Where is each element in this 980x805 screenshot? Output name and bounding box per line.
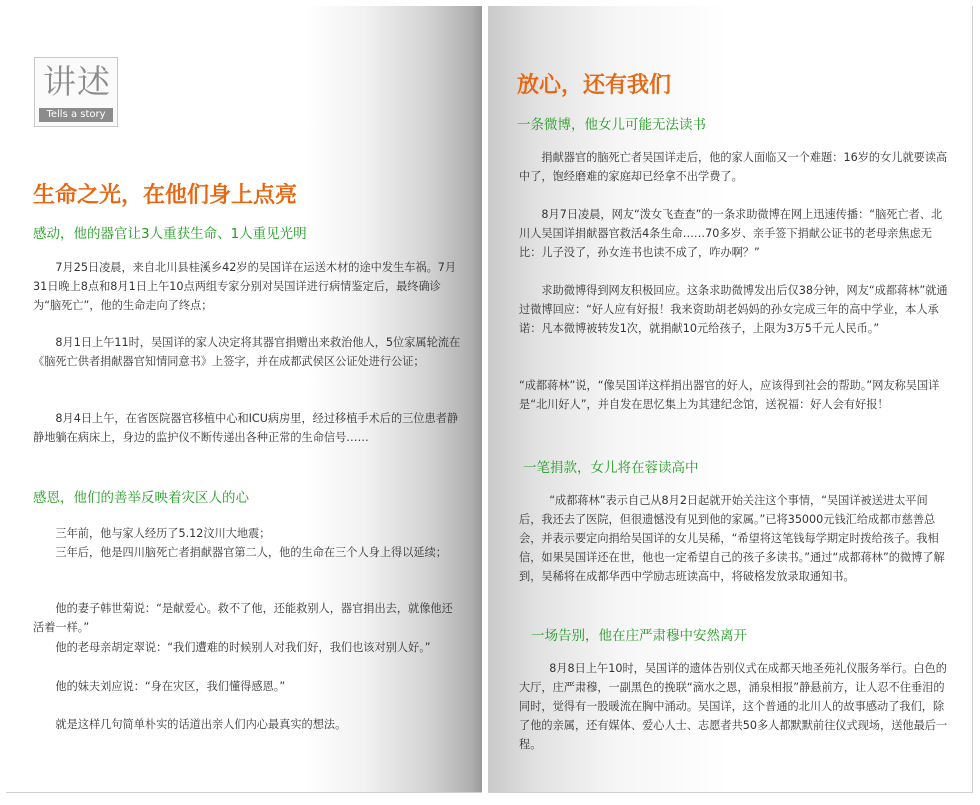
- left-section1-heading: 感动，他的器官让3人重获生命、1人重见光明: [33, 226, 307, 242]
- logo-text: 讲述: [43, 62, 111, 101]
- right-paragraph-6: 8月8日上午10时，吴国详的遗体告别仪式在成都天地圣苑礼仪服务举行。白色的大厅，庄严肃穆，一副黑色的挽联“滴水之恩，涌泉相报”静悬前方，让人忍不住垂泪的同时，觉得有一股暖流在胸中涌动。吴国详，这个普通的北川人的故事感动了我们，除了他的亲属，还有媒体、爱心人士、志愿者共50多人都默默前往仪式现场，送他最后一程。: [519, 662, 948, 751]
- left-paragraph-4a: 三年前，他与家人经历了5.12汶川大地震；: [55, 527, 271, 540]
- right-paragraph-1: 捐献器官的脑死亡者吴国详走后，他的家人面临又一个难题：16岁的女儿就要读高中了，饱经磨难的家庭却已经拿不出学费了。: [519, 151, 948, 183]
- logo-subtitle: Tells a story: [39, 108, 113, 122]
- right-heading-1: 一条微博，他女儿可能无法读书: [517, 117, 706, 133]
- right-paragraph-5: “成都蒋林”表示自己从8月2日起就开始关注这个事情，“吴国详被送进太平间后，我还去了医院，但很遗憾没有见到他的家属。”已将35000元钱汇给成都市慈善总会，并表示要定向捐给吴国详的女儿吴稀，“希望将这笔钱每学期定时拨给孩子。我相信，如果吴国详还在世，他也一定希望自己的孩子多读书。”通过“成都蒋林”的微博了解到，吴稀将在成都华西中学励志班读高中，将破格发放录取通知书。: [519, 494, 945, 583]
- left-paragraph-5c: 他的妹夫刘应说：“身在灾区，我们懂得感恩。”: [55, 680, 286, 693]
- left-paragraph-4b: 三年后，他是四川脑死亡者捐献器官第二人，他的生命在三个人身上得以延续；: [55, 546, 447, 559]
- right-heading-2: 一笔捐款，女儿将在蓉读高中: [523, 460, 699, 476]
- left-section2-heading: 感恩，他们的善举反映着灾区人的心: [33, 490, 249, 506]
- left-paragraph-1: 7月25日凌晨，来自北川县桂溪乡42岁的吴国详在运送木材的途中发生车祸。7月31日晚上8点和8月1日上午10点两组专家分别对吴国详进行病情鉴定后，最终确诊为“脑死亡”，他的生命走向了终点；: [33, 261, 457, 312]
- left-paragraph-5b: 他的老母亲胡定翠说：“我们遭难的时候别人对我们好，我们也该对别人好。”: [55, 641, 431, 654]
- left-paragraph-6: 就是这样几句简单朴实的话道出亲人们内心最真实的想法。: [55, 718, 347, 731]
- left-paragraph-5a: 他的妻子韩世菊说：“是献爱心。救不了他，还能救别人，器官捐出去，就像他还活着一样。”: [33, 602, 453, 634]
- right-paragraph-4: “成都蒋林”说，“像吴国详这样捐出器官的好人，应该得到社会的帮助。”网友称吴国详是“北川好人”，并自发在思忆集上为其建纪念馆，送祝福：好人会有好报！: [519, 379, 940, 411]
- right-paragraph-2: 8月7日凌晨，网友“泼女飞查查”的一条求助微博在网上迅速传播：“脑死亡者、北川人吴国详捐献器官救活4条生命……70多岁、亲手签下捐献公证书的老母亲焦虑无比：儿子没了，孙女连书也读不成了，咋办啊？”: [519, 208, 943, 259]
- right-page-title: 放心，还有我们: [517, 73, 672, 98]
- right-paragraph-3: 求助微博得到网友积极回应。这条求助微博发出后仅38分钟，网友“成都蒋林”就通过微博回应：“好人应有好报！我来资助胡老妈妈的孙女完成三年的高中学业，本人承诺：凡本微博被转发1次，就捐献10元给孩子，上限为3万5千元人民币。”: [519, 284, 948, 335]
- story-logo: [34, 57, 118, 127]
- left-paragraph-3: 8月4日上午，在省医院器官移植中心和ICU病房里，经过移植手术后的三位患者静静地躺在病床上，身边的监护仪不断传递出各种正常的生命信号……: [33, 412, 459, 444]
- left-page-title: 生命之光，在他们身上点亮: [33, 183, 298, 208]
- right-heading-3: 一场告别，他在庄严肃穆中安然离开: [531, 628, 747, 644]
- left-paragraph-2: 8月1日上午11时，吴国详的家人决定将其器官捐赠出来救治他人，5位家属轮流在《脑死亡供者捐献器官知情同意书》上签字，并在成都武侯区公证处进行公证；: [33, 336, 461, 368]
